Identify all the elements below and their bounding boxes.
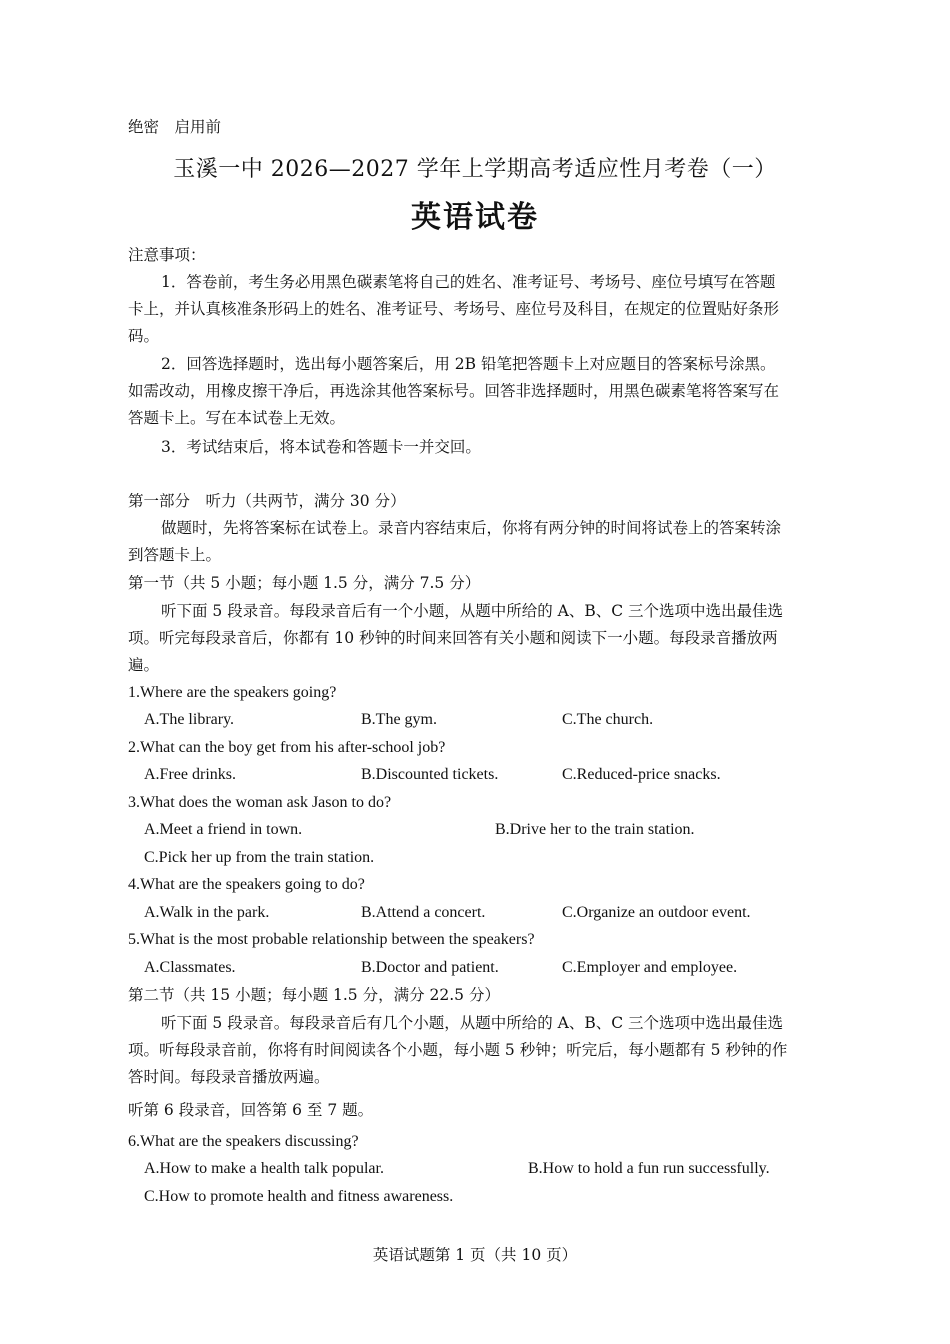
notice-line: 2．回答选择题时，选出每小题答案后，用 2B 铅笔把答题卡上对应题目的答案标号涂黑。 <box>161 355 776 373</box>
part1-intro: 做题时，先将答案标在试卷上。录音内容结束后，你将有两分钟的时间将试卷上的答案转涂 <box>161 519 782 537</box>
option-c: C.Employer and employee. <box>562 959 738 976</box>
option-b: B.Discounted tickets. <box>361 766 499 783</box>
notice-line: 码。 <box>128 327 160 345</box>
option-b: B.Attend a concert. <box>361 904 486 921</box>
question-stem: 6.What are the speakers discussing? <box>128 1133 359 1150</box>
notice-line: 卡上，并认真核准条形码上的姓名、准考证号、考场号、座位号及科目，在规定的位置贴好条形 <box>128 300 780 318</box>
exam-title: 玉溪一中 2026—2027 学年上学期高考适应性月考卷（一） <box>173 157 777 182</box>
section2-heading: 第二节（共 15 小题；每小题 1.5 分，满分 22.5 分） <box>128 986 500 1004</box>
option-a: A.Free drinks. <box>144 766 236 783</box>
confidential-label: 绝密 启用前 <box>128 118 222 136</box>
option-c: C.The church. <box>562 711 654 728</box>
part1-heading: 第一部分 听力（共两节，满分 30 分） <box>128 492 406 510</box>
section2-intro: 听下面 5 段录音。每段录音后有几个小题，从题中所给的 A、B、C 三个选项中选出最佳选 <box>161 1014 784 1032</box>
notice-heading: 注意事项： <box>128 246 206 264</box>
option-b: B.Doctor and patient. <box>361 959 499 976</box>
option-b: B.The gym. <box>361 711 437 728</box>
option-c: C.Pick her up from the train station. <box>144 849 375 866</box>
section1-intro: 遍。 <box>128 656 160 674</box>
question-stem: 4.What are the speakers going to do? <box>128 876 365 893</box>
option-a: A.Classmates. <box>144 959 236 976</box>
section2-intro: 答时间。每段录音播放两遍。 <box>128 1068 330 1086</box>
section1-heading: 第一节（共 5 小题；每小题 1.5 分，满分 7.5 分） <box>128 574 481 592</box>
part1-intro: 到答题卡上。 <box>128 546 222 564</box>
option-c: C.How to promote health and fitness awareness. <box>144 1188 454 1205</box>
option-a: A.Meet a friend in town. <box>144 821 303 838</box>
option-a: A.How to make a health talk popular. <box>144 1160 384 1177</box>
question-stem: 5.What is the most probable relationship between the speakers? <box>128 931 535 948</box>
page-footer: 英语试题第 1 页（共 10 页） <box>372 1246 578 1264</box>
option-c: C.Organize an outdoor event. <box>562 904 751 921</box>
question-stem: 3.What does the woman ask Jason to do? <box>128 794 392 811</box>
option-b: B.How to hold a fun run successfully. <box>528 1160 770 1177</box>
question-stem: 1.Where are the speakers going? <box>128 684 337 701</box>
option-c: C.Reduced-price snacks. <box>562 766 721 783</box>
option-a: A.Walk in the park. <box>144 904 270 921</box>
notice-line: 如需改动，用橡皮擦干净后，再选涂其他答案标号。回答非选择题时，用黑色碳素笔将答案写在 <box>128 382 780 400</box>
subject-title: 英语试卷 <box>411 200 539 235</box>
question-stem: 2.What can the boy get from his after-school job? <box>128 739 446 756</box>
notice-line: 答题卡上。写在本试卷上无效。 <box>128 409 346 427</box>
section2-intro: 项。听每段录音前，你将有时间阅读各个小题，每小题 5 秒钟；听完后，每小题都有 5 秒钟的作 <box>128 1041 788 1059</box>
option-b: B.Drive her to the train station. <box>495 821 695 838</box>
option-a: A.The library. <box>144 711 235 728</box>
section1-intro: 项。听完每段录音后，你都有 10 秒钟的时间来回答有关小题和阅读下一小题。每段录音播放两 <box>128 629 778 647</box>
group-prompt: 听第 6 段录音，回答第 6 至 7 题。 <box>128 1101 374 1119</box>
notice-line: 3．考试结束后，将本试卷和答题卡一并交回。 <box>161 438 481 456</box>
notice-line: 1．答卷前，考生务必用黑色碳素笔将自己的姓名、准考证号、考场号、座位号填写在答题 <box>161 273 776 291</box>
section1-intro: 听下面 5 段录音。每段录音后有一个小题，从题中所给的 A、B、C 三个选项中选出最佳选 <box>161 602 784 620</box>
